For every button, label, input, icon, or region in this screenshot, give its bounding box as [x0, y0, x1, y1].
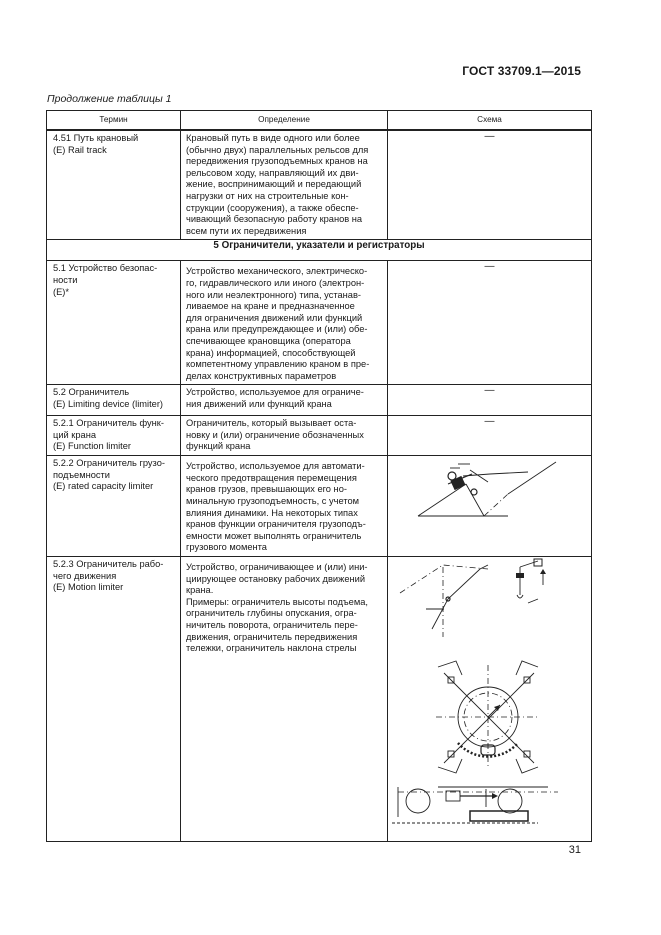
definition-line: грузового момента [186, 542, 267, 553]
header-definition: Определение [181, 111, 388, 131]
term-line: 5.2.3 Ограничитель рабо- [53, 559, 164, 570]
term-line: ций крана [53, 429, 97, 440]
definition-line: жение, воспринимающий и передающий [186, 179, 362, 190]
term-line: 5.2.2 Ограничитель грузо- [53, 458, 165, 469]
definition-line: крана или предупреждающее и (или) обе- [186, 324, 368, 335]
term-line: (E) Rail track [53, 144, 107, 155]
definition-line: крана) информацией, способствующей [186, 347, 356, 358]
term-cell [47, 130, 181, 240]
terms-table [46, 110, 592, 842]
table-row [47, 261, 592, 385]
definition-line: новку и (или) ограничение обозначенных [186, 429, 364, 440]
term-line: (E) Function limiter [53, 441, 132, 452]
definition-cell [181, 557, 388, 842]
definition-line: чивающий безопасную работу кранов на [186, 214, 363, 225]
definition-line: циирующее остановку рабочих движений [186, 573, 366, 584]
term-line: ности [53, 274, 78, 285]
definition-line: компетентному управлению краном в пре- [186, 359, 370, 370]
page-number: 31 [568, 844, 581, 856]
table-row [47, 385, 592, 416]
scheme-cell [388, 557, 592, 842]
definition-line: влияния динамики. На некоторых типах [186, 507, 358, 518]
table-row [47, 130, 592, 240]
term-line: чего движения [53, 570, 117, 581]
definition-line: ничитель поворота, ограничитель пере- [186, 620, 358, 630]
section-row [47, 240, 592, 261]
definition-line: минальную грузоподъемность, с учетом [186, 496, 360, 507]
term-cell [47, 416, 181, 456]
term-line: (E)* [53, 286, 70, 297]
table-row [47, 557, 592, 842]
definition-line: ного или неэлектронного) типа, устанав- [186, 289, 362, 300]
definition-cell [181, 261, 388, 385]
definition-line: Устройство, используемое для ограниче- [186, 387, 364, 398]
scheme-dash: — [484, 385, 495, 397]
definition-line: Ограничитель, который вызывает оста- [186, 418, 357, 429]
definition-line: кранов функции ограничителя грузоподъ- [186, 519, 366, 530]
term-cell [47, 261, 181, 385]
term-line: 4.51 Путь крановый [53, 133, 139, 143]
definition-cell [181, 456, 388, 557]
definition-line: крана. [186, 585, 214, 596]
term-line: подъемности [53, 469, 110, 480]
definition-line: всем пути их передвижения [186, 225, 307, 236]
scheme-cell [388, 416, 592, 456]
definition-line: ливаемое на кране и предназначенное [186, 301, 355, 312]
scheme-dash: — [484, 131, 495, 142]
header-scheme: Схема [388, 111, 592, 131]
definition-line: емности может выполнять ограничитель [186, 530, 362, 541]
motion-limiter-diagram [388, 557, 592, 841]
definition-cell [181, 385, 388, 416]
definition-line: ческого предотвращения перемещения [186, 472, 357, 483]
definition-line: го, гидравлического или иного (электрон- [186, 277, 365, 288]
header-term: Термин [47, 111, 181, 131]
definition-cell [181, 130, 388, 240]
document-code: ГОСТ 33709.1—2015 [462, 64, 581, 78]
definition-line: ограничитель глубины опускания, огра- [186, 608, 357, 619]
term-line: (E) rated capacity limiter [53, 481, 154, 492]
definition-line: тележки, ограничитель наклона стрелы [186, 643, 357, 654]
definition-line: Устройство, ограничивающее и (или) ини- [186, 562, 368, 573]
table-row [47, 456, 592, 557]
term-line: 5.2 Ограничитель [53, 387, 130, 398]
definition-line: передвижения грузоподъемных кранов на [186, 156, 368, 167]
term-cell [47, 456, 181, 557]
term-line: 5.1 Устройство безопас- [53, 263, 158, 274]
definition-line: движения, ограничитель передвижения [186, 631, 358, 642]
table-caption: Продолжение таблицы 1 [47, 93, 172, 105]
term-line: 5.2.1 Ограничитель функ- [53, 418, 164, 429]
scheme-cell [388, 261, 592, 385]
definition-line: Крановый путь в виде одного или более [186, 133, 360, 143]
definition-line: рельсовом ходу, направляющий их дви- [186, 167, 359, 178]
scheme-dash: — [484, 261, 495, 273]
scheme-cell [388, 456, 592, 557]
table-header-row [47, 111, 592, 131]
scheme-cell [388, 385, 592, 416]
definition-line: нагрузки от них на строительные кон- [186, 190, 349, 201]
scheme-cell [388, 130, 592, 240]
term-line: (E) Limiting device (limiter) [53, 398, 164, 409]
definition-line: функций крана [186, 441, 251, 452]
term-cell [47, 385, 181, 416]
scheme-dash: — [484, 416, 495, 428]
definition-line: ния движений или функций крана [186, 398, 332, 409]
definition-cell [181, 416, 388, 456]
definition-line: спечивающее крановщика (оператора [186, 335, 351, 346]
definition-line: Устройство, используемое для автомати- [186, 461, 365, 472]
definition-line: делах конструктивных параметров [186, 370, 337, 381]
definition-line: (обычно двух) параллельных рельсов для [186, 144, 369, 155]
section-title: 5 Ограничители, указатели и регистраторы [47, 240, 592, 261]
definition-line: для ограничения движений или функций [186, 312, 363, 323]
definition-line: Устройство механического, электрическо- [186, 266, 368, 277]
term-line: (E) Motion limiter [53, 582, 124, 593]
definition-line: Примеры: ограничитель высоты подъема, [186, 596, 368, 607]
definition-line: кранов грузов, превышающих его но- [186, 484, 347, 495]
term-cell [47, 557, 181, 842]
rated-capacity-limiter-diagram [388, 456, 592, 554]
definition-line: струкции (сооружения), а также обеспе- [186, 202, 359, 213]
table-row [47, 416, 592, 456]
